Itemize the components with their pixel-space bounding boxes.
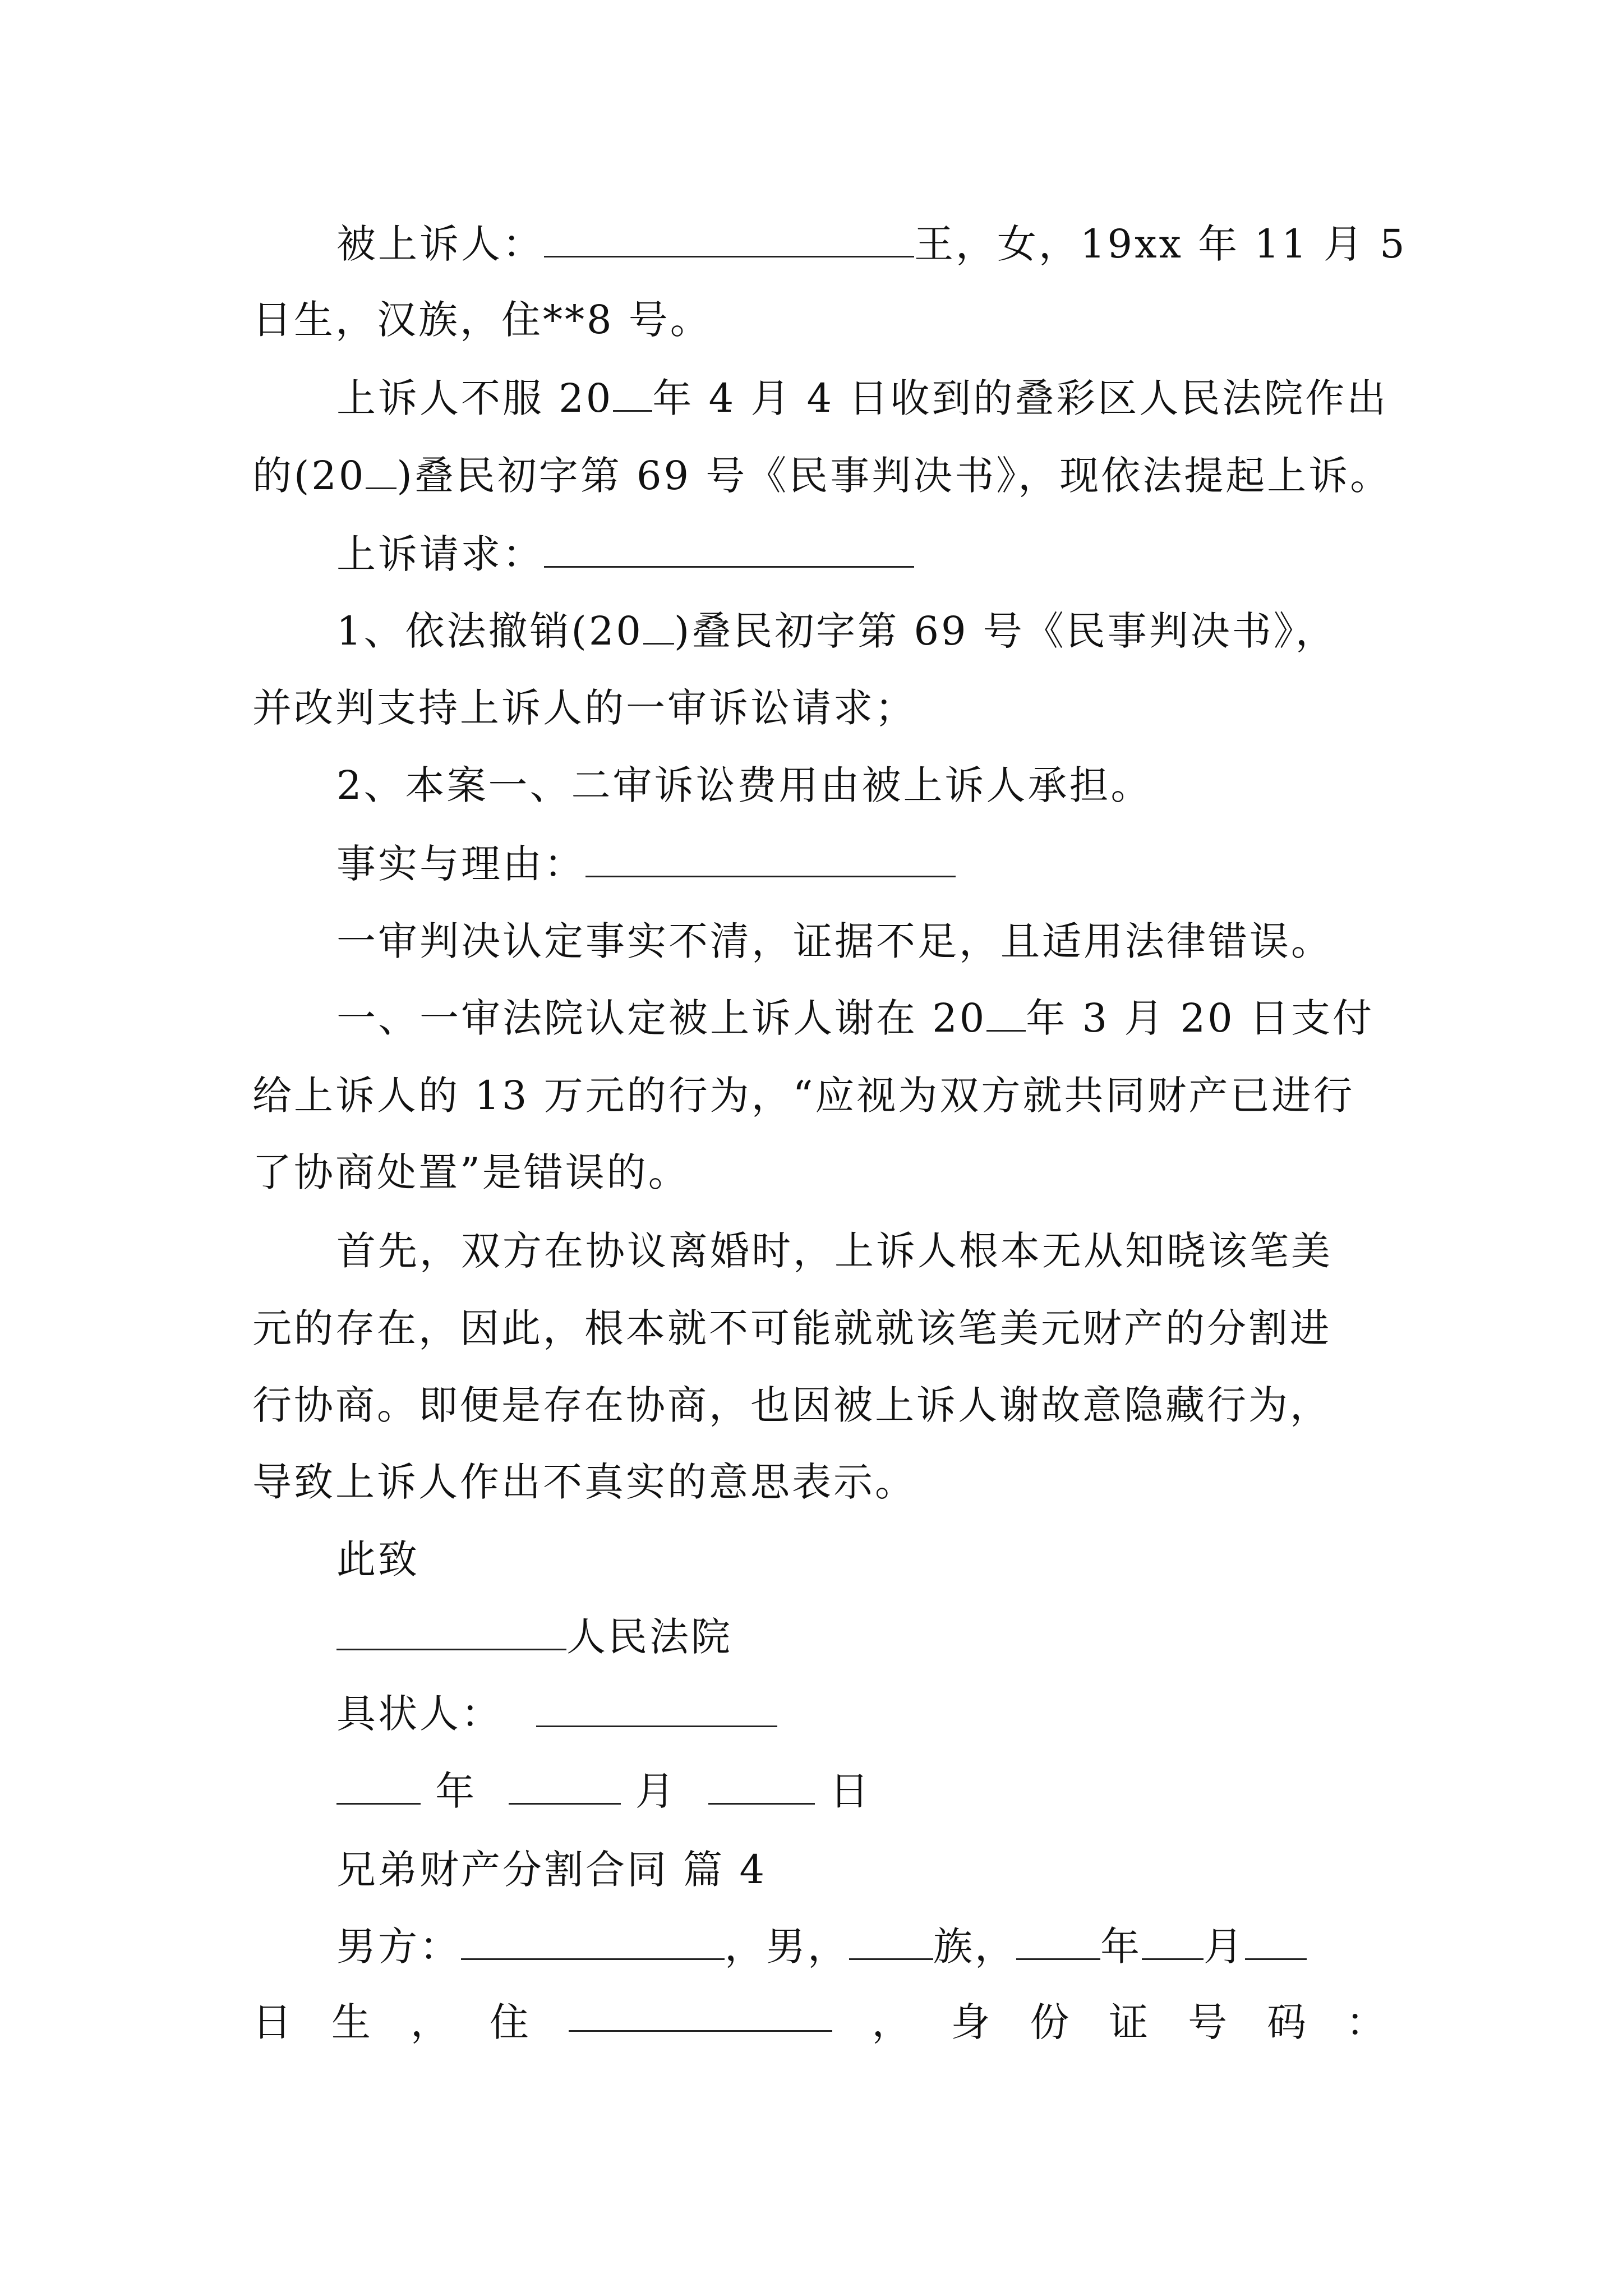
char: ： — [1345, 1999, 1385, 2045]
justified-line — [252, 1994, 1385, 2050]
date-year-blank — [336, 1767, 421, 1805]
signer-blank — [536, 1690, 777, 1727]
appeal-intro-text-1a: 上诉人不服 20 — [336, 375, 614, 421]
facts-blank — [585, 840, 956, 877]
facts-paragraph-2-line-1 — [336, 990, 1402, 1046]
char: 住 — [489, 1999, 529, 2045]
appeal-intro-text-2b: )叠民初字第 69 号《民事判决书》，现依法提起上诉。 — [396, 453, 1392, 499]
male-party-line — [336, 1918, 1402, 1975]
male-party-line-2 — [252, 1994, 1402, 2050]
char: 份 — [1030, 1999, 1069, 2045]
char: 证 — [1109, 1999, 1149, 2045]
appellee-text-1: 王，女，19xx 年 11 月 5 — [914, 221, 1407, 267]
request-item-1a: 1、依法撤销(20 — [336, 608, 643, 654]
appeal-intro-line-2 — [252, 448, 1402, 504]
requests-label: 上诉请求： — [336, 531, 544, 577]
request-item-2: 2、本案一、二审诉讼费用由被上诉人承担。 — [336, 762, 1152, 808]
male-gender: ，男， — [725, 1924, 849, 1970]
male-label: 男方： — [336, 1924, 461, 1970]
date-day-blank — [708, 1767, 815, 1805]
appeal-intro-text-1b: 年 4 月 4 日收到的叠彩区人民法院作出 — [652, 375, 1389, 421]
ethnic-blank — [849, 1922, 933, 1960]
char: 生 — [331, 1999, 371, 2045]
birth-year-label: 年 — [1100, 1924, 1142, 1970]
court-name-blank — [336, 1613, 566, 1650]
year-blank — [613, 374, 652, 412]
facts-p2a: 一、一审法院认定被上诉人谢在 20 — [336, 995, 987, 1041]
facts-paragraph-3-line-2: 元的存在，因此，根本就不可能就就该笔美元财产的分割进 — [252, 1305, 1331, 1351]
birth-month-label: 月 — [1204, 1924, 1245, 1970]
signer-line — [336, 1686, 1402, 1742]
facts-paragraph-1: 一审判决认定事实不清，证据不足，且适用法律错误。 — [336, 918, 1332, 964]
ethnic-label: 族， — [933, 1924, 1016, 1970]
appeal-intro-line-1 — [336, 370, 1402, 426]
date-day-label: 日 — [829, 1768, 872, 1814]
appellee-label: 被上诉人： — [336, 221, 544, 267]
appeal-intro-text-2a: 的(20 — [252, 453, 366, 499]
facts-paragraph-3-line-4: 导致上诉人作出不真实的意思表示。 — [252, 1459, 916, 1505]
facts-p2b: 年 3 月 20 日支付 — [1026, 995, 1374, 1041]
section-title: 兄弟财产分割合同 篇 4 — [336, 1847, 767, 1893]
request-item-1-cont: 并改判支持上诉人的一审诉讼请求； — [252, 685, 916, 731]
facts-paragraph-3-line-3: 行协商。即便是存在协商，也因被上诉人谢故意隐藏行为， — [252, 1382, 1331, 1428]
char: 身 — [951, 1999, 990, 2045]
closing-to: 此致 — [336, 1536, 419, 1582]
char: ， — [872, 1999, 911, 2045]
date-year-label: 年 — [435, 1768, 477, 1814]
facts-label: 事实与理由： — [336, 841, 585, 887]
char: 日 — [252, 1999, 292, 2045]
facts-paragraph-3-line-1: 首先，双方在协议离婚时，上诉人根本无从知晓该笔美 — [336, 1228, 1332, 1274]
date-month-label: 月 — [635, 1768, 677, 1814]
char: ， — [410, 1999, 450, 2045]
address-blank — [569, 1994, 832, 2032]
char: 码 — [1267, 1999, 1307, 2045]
year-blank — [366, 452, 396, 489]
closing-court: 人民法院 — [566, 1614, 732, 1660]
year-blank — [986, 994, 1026, 1032]
appellee-name-blank — [544, 220, 914, 257]
male-name-blank — [461, 1922, 725, 1960]
appellee-line-1 — [336, 216, 1407, 272]
year-blank — [643, 607, 674, 645]
facts-heading — [336, 836, 1402, 892]
appellee-line-2: 日生，汉族，住**8 号。 — [252, 297, 712, 343]
birth-year-blank — [1016, 1922, 1100, 1960]
request-item-1 — [336, 603, 1402, 659]
facts-paragraph-2-line-3: 了协商处置”是错误的。 — [252, 1149, 690, 1195]
signer-label: 具状人： — [336, 1691, 502, 1737]
birth-day-blank — [1245, 1922, 1307, 1960]
date-line — [336, 1763, 1402, 1819]
requests-heading — [336, 526, 1402, 582]
request-item-1b: )叠民初字第 69 号《民事判决书》， — [674, 608, 1337, 654]
facts-paragraph-2-line-2: 给上诉人的 13 万元的行为，“应视为双方就共同财产已进行 — [252, 1073, 1355, 1119]
char: 号 — [1188, 1999, 1228, 2045]
closing-court-line — [336, 1609, 1402, 1665]
date-month-blank — [509, 1767, 621, 1805]
birth-month-blank — [1142, 1922, 1204, 1960]
requests-blank — [544, 530, 914, 568]
